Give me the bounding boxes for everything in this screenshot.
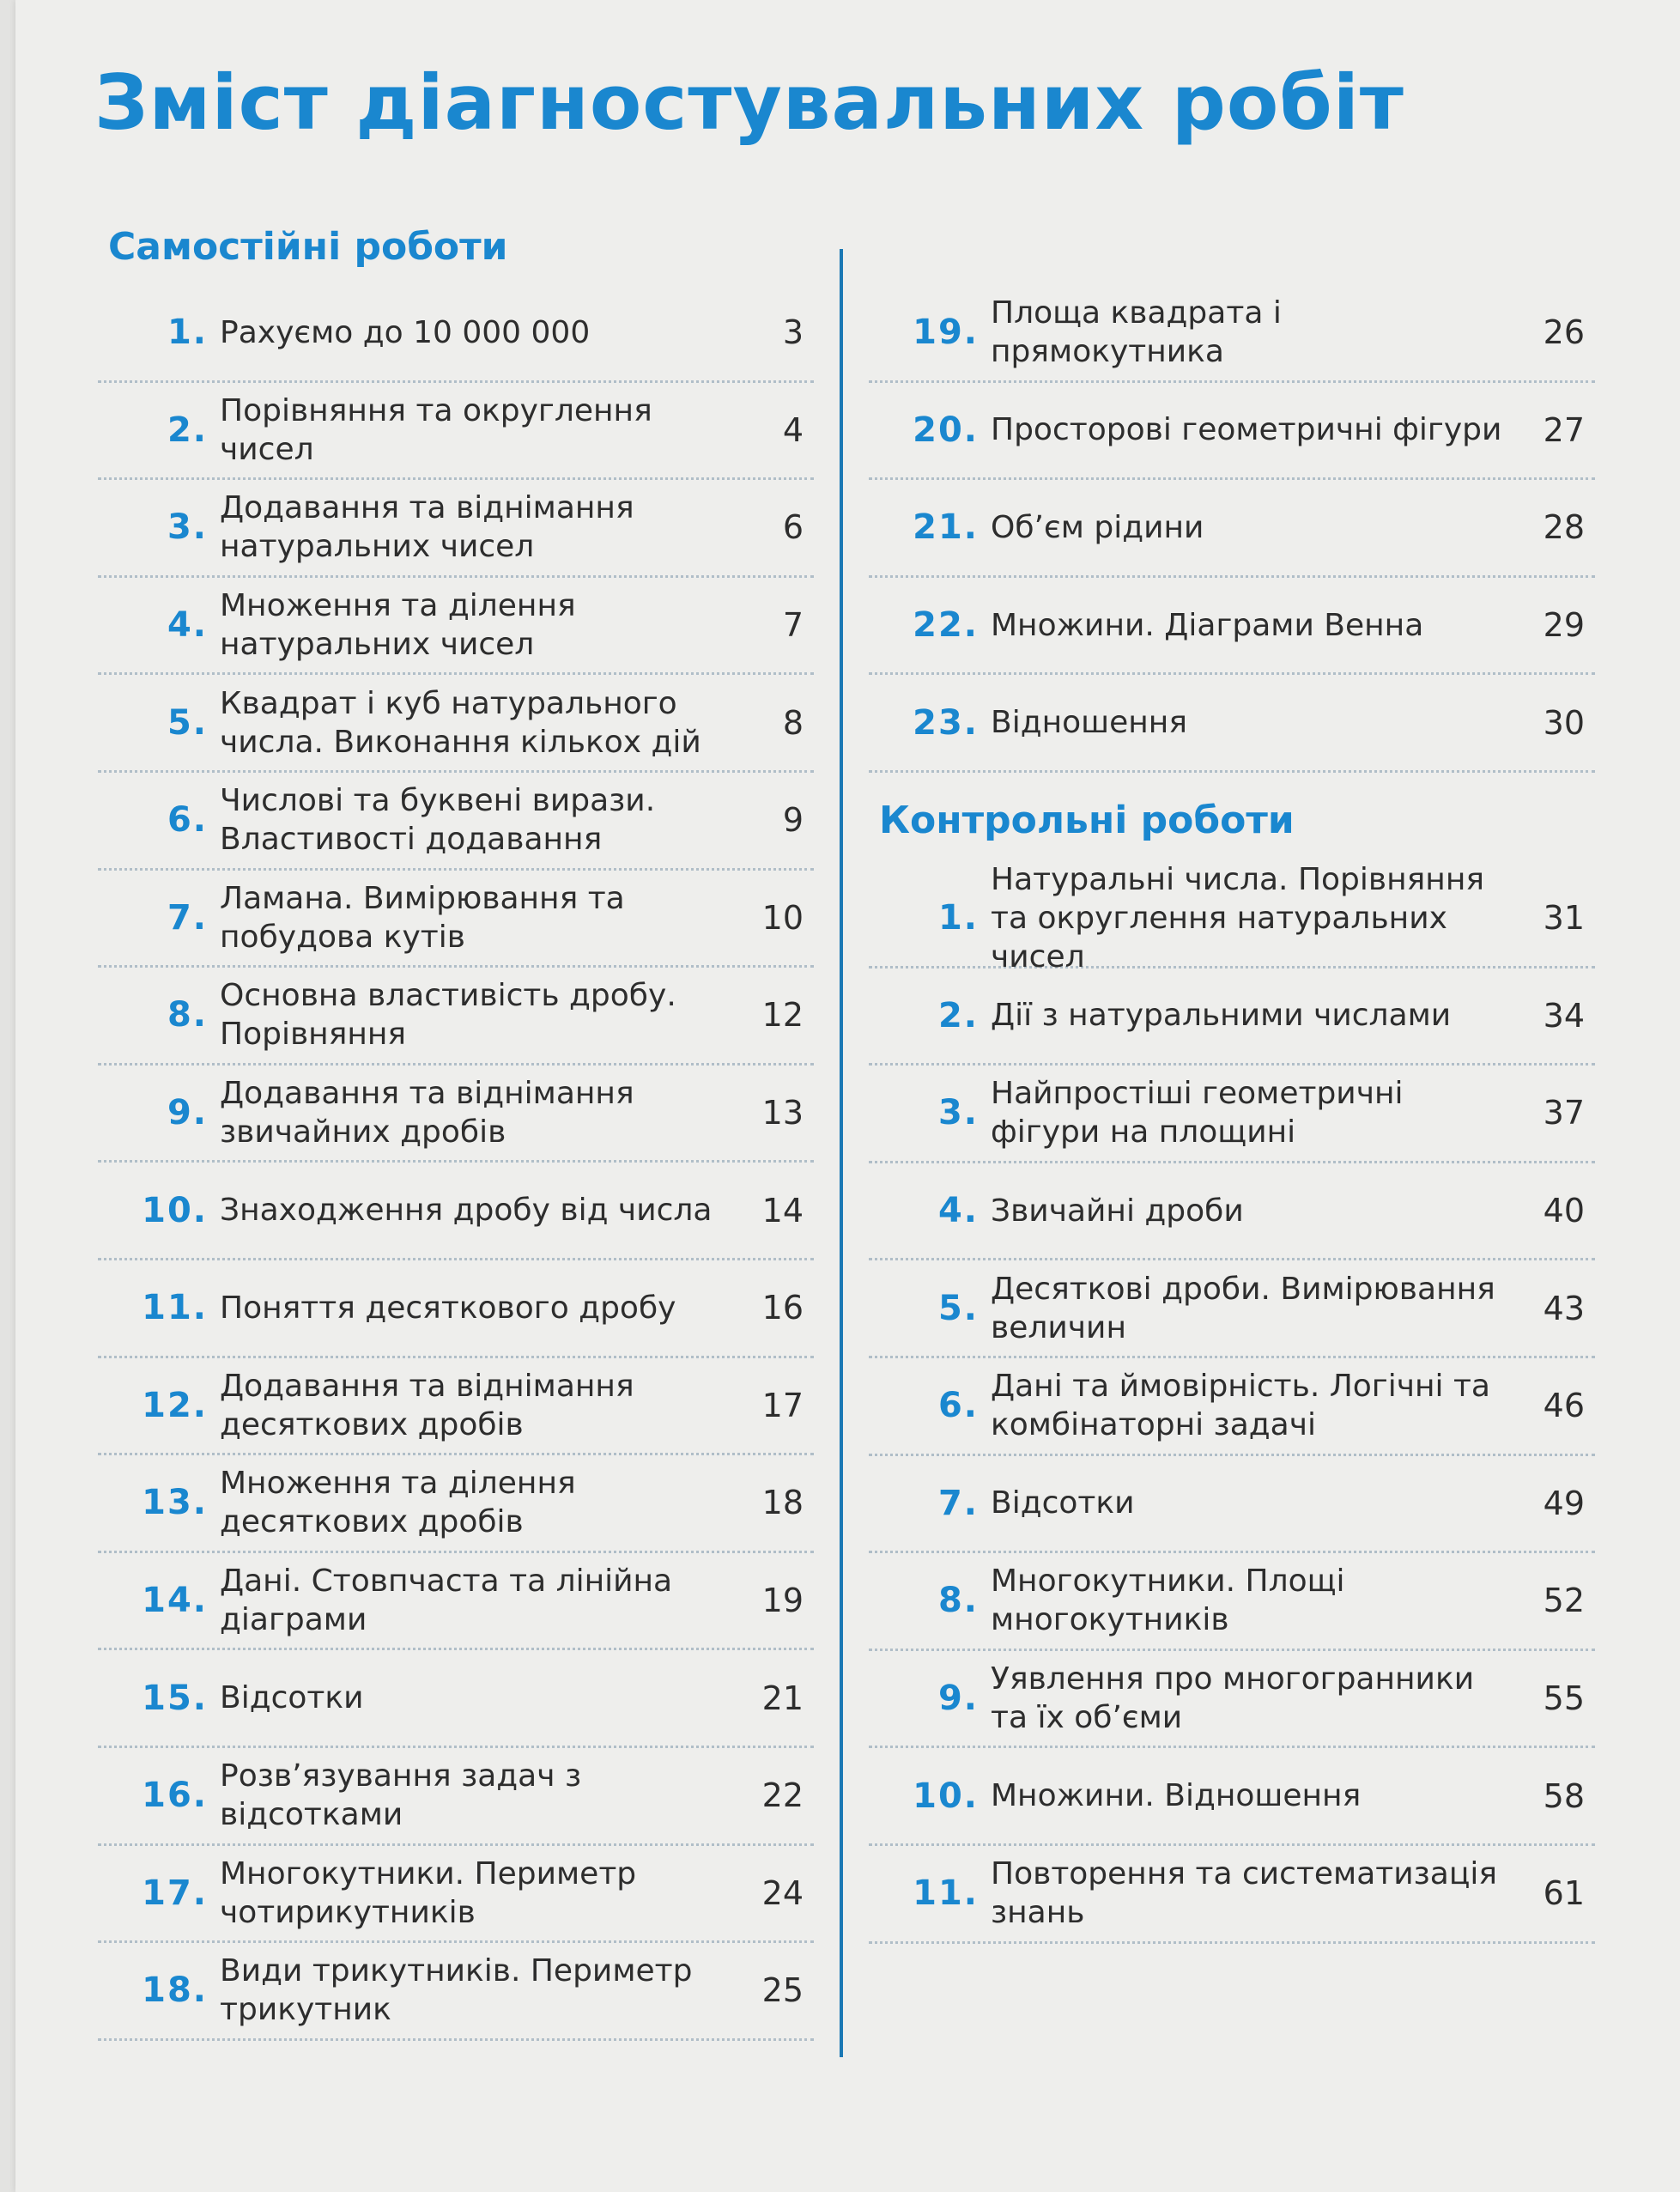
toc-number: 13. bbox=[142, 1483, 208, 1523]
toc-label: Множення та ділення натуральних чисел bbox=[220, 588, 576, 663]
toc-number: 23. bbox=[913, 702, 979, 743]
toc-label: Квадрат і куб натурального числа. Виконання кількох дій bbox=[220, 685, 701, 760]
toc-number: 18. bbox=[142, 1970, 208, 2011]
toc-page-number: 21 bbox=[761, 1679, 804, 1717]
toc-number: 8. bbox=[937, 1581, 979, 1621]
toc-label: Види трикутників. Периметр трикутник bbox=[220, 1953, 693, 2028]
toc-page-number: 30 bbox=[1543, 703, 1585, 742]
toc-row[interactable] bbox=[869, 578, 1595, 676]
toc-row[interactable] bbox=[98, 480, 814, 578]
toc-label: Дані та ймовірність. Логічні та комбінаторні задачі bbox=[991, 1369, 1490, 1443]
toc-page-number: 12 bbox=[761, 996, 804, 1035]
toc-page-number: 26 bbox=[1543, 313, 1585, 352]
toc-number: 4. bbox=[937, 1191, 979, 1231]
toc-row[interactable] bbox=[98, 1553, 814, 1651]
toc-number: 5. bbox=[937, 1288, 979, 1328]
toc-row[interactable] bbox=[98, 1846, 814, 1944]
toc-page-number: 27 bbox=[1543, 410, 1585, 449]
toc-row[interactable] bbox=[869, 1260, 1595, 1358]
toc-label: Основна властивість дробу. Порівняння bbox=[220, 978, 676, 1053]
toc-row[interactable] bbox=[869, 675, 1595, 773]
toc-number: 4. bbox=[167, 605, 208, 646]
toc-label: Відношення bbox=[991, 705, 1187, 741]
toc-row[interactable] bbox=[98, 675, 814, 773]
toc-label: Дії з натуральними числами bbox=[991, 998, 1452, 1034]
toc-page-number: 22 bbox=[761, 1776, 804, 1815]
toc-page-number: 4 bbox=[782, 410, 804, 449]
toc-page-number: 16 bbox=[761, 1289, 804, 1327]
toc-row[interactable] bbox=[98, 1358, 814, 1456]
toc-row[interactable] bbox=[98, 773, 814, 871]
toc-page-number: 25 bbox=[761, 1971, 804, 2010]
toc-number: 22. bbox=[913, 605, 979, 646]
toc-label: Поняття десяткового дробу bbox=[220, 1290, 676, 1326]
toc-number: 11. bbox=[913, 1873, 979, 1914]
toc-label: Уявлення про многогранники та їх об’єми bbox=[991, 1661, 1475, 1736]
toc-label: Звичайні дроби bbox=[991, 1193, 1244, 1229]
column-divider bbox=[840, 249, 843, 2057]
toc-page-number: 31 bbox=[1543, 899, 1585, 938]
toc-page-number: 18 bbox=[761, 1484, 804, 1522]
toc-row[interactable] bbox=[869, 1748, 1595, 1846]
toc-number: 5. bbox=[167, 702, 208, 743]
toc-row[interactable] bbox=[869, 1456, 1595, 1554]
toc-label: Додавання та віднімання десяткових дробів bbox=[220, 1368, 634, 1442]
toc-row[interactable] bbox=[869, 1846, 1595, 1944]
toc-number: 10. bbox=[913, 1776, 979, 1816]
toc-number: 9. bbox=[937, 1679, 979, 1719]
toc-label: Знаходження дробу від числа bbox=[220, 1193, 713, 1229]
toc-row[interactable] bbox=[869, 1553, 1595, 1651]
toc-row[interactable] bbox=[98, 578, 814, 676]
toc-row[interactable] bbox=[98, 1066, 814, 1163]
page bbox=[15, 0, 1680, 2192]
toc-page-number: 58 bbox=[1543, 1776, 1585, 1815]
toc-row[interactable] bbox=[869, 1358, 1595, 1456]
toc-page-number: 40 bbox=[1543, 1192, 1585, 1230]
toc-number: 2. bbox=[937, 995, 979, 1035]
toc-page-number: 49 bbox=[1543, 1484, 1585, 1522]
toc-row[interactable] bbox=[98, 1943, 814, 2041]
toc-page-number: 52 bbox=[1543, 1582, 1585, 1620]
section-title-control: Контрольні роботи bbox=[879, 798, 1295, 842]
toc-page-number: 3 bbox=[782, 313, 804, 352]
toc-number: 3. bbox=[167, 507, 208, 548]
toc-label: Відсотки bbox=[991, 1485, 1135, 1521]
toc-row[interactable] bbox=[869, 383, 1595, 481]
toc-page-number: 61 bbox=[1543, 1874, 1585, 1913]
toc-number: 10. bbox=[142, 1190, 208, 1230]
toc-label: Многокутники. Периметр чотирикутників bbox=[220, 1855, 637, 1930]
toc-label: Порівняння та округлення чисел bbox=[220, 392, 652, 467]
toc-label: Об’єм рідини bbox=[991, 509, 1204, 545]
page-title: Зміст діагностувальних робіт bbox=[94, 58, 1404, 147]
toc-row[interactable] bbox=[98, 383, 814, 481]
toc-number: 12. bbox=[142, 1385, 208, 1425]
toc-number: 17. bbox=[142, 1873, 208, 1913]
toc-page-number: 14 bbox=[761, 1191, 804, 1230]
toc-row[interactable] bbox=[98, 1650, 814, 1748]
toc-page-number: 34 bbox=[1543, 996, 1585, 1035]
toc-label: Десяткові дроби. Вимірювання величин bbox=[991, 1271, 1495, 1345]
independent-list-left bbox=[98, 285, 814, 2041]
toc-label: Розв’язування задач з відсотками bbox=[220, 1758, 582, 1833]
toc-label: Множини. Діаграми Венна bbox=[991, 607, 1424, 643]
toc-page-number: 8 bbox=[782, 703, 804, 742]
toc-label: Додавання та віднімання натуральних чисел bbox=[220, 490, 634, 565]
toc-row[interactable] bbox=[869, 861, 1595, 975]
toc-number: 9. bbox=[167, 1093, 208, 1133]
toc-page-number: 29 bbox=[1543, 606, 1585, 645]
toc-number: 20. bbox=[913, 410, 979, 450]
toc-page-number: 6 bbox=[782, 508, 804, 547]
section-title-independent: Самостійні роботи bbox=[108, 225, 508, 269]
toc-row[interactable] bbox=[869, 968, 1595, 1066]
toc-label: Множини. Відношення bbox=[991, 1778, 1362, 1814]
toc-row[interactable] bbox=[98, 968, 814, 1066]
toc-number: 1. bbox=[937, 898, 979, 938]
toc-number: 14. bbox=[142, 1581, 208, 1621]
toc-page-number: 10 bbox=[761, 898, 804, 937]
toc-page-number: 55 bbox=[1543, 1679, 1585, 1718]
toc-number: 11. bbox=[142, 1288, 208, 1328]
toc-number: 16. bbox=[142, 1776, 208, 1816]
control-list bbox=[869, 861, 1595, 1944]
toc-row[interactable] bbox=[98, 1260, 814, 1358]
toc-row[interactable] bbox=[98, 1748, 814, 1846]
toc-number: 8. bbox=[167, 995, 208, 1035]
toc-row[interactable] bbox=[98, 285, 814, 383]
toc-page-number: 17 bbox=[761, 1386, 804, 1424]
toc-number: 3. bbox=[937, 1093, 979, 1133]
toc-row[interactable] bbox=[98, 1163, 814, 1260]
toc-page-number: 37 bbox=[1543, 1094, 1585, 1132]
toc-label: Площа квадрата і прямокутника bbox=[991, 295, 1282, 370]
toc-label: Числові та буквені вирази. Властивості додавання bbox=[220, 783, 656, 858]
toc-number: 1. bbox=[167, 313, 208, 353]
toc-row[interactable] bbox=[869, 480, 1595, 578]
toc-row[interactable] bbox=[98, 1455, 814, 1553]
toc-page-number: 28 bbox=[1543, 508, 1585, 547]
toc-number: 19. bbox=[913, 313, 979, 353]
independent-list-right bbox=[869, 285, 1595, 773]
toc-label: Натуральні числа. Порівняння та округлення натуральних чисел bbox=[991, 861, 1485, 975]
toc-label: Множення та ділення десяткових дробів bbox=[220, 1466, 576, 1540]
toc-label: Дані. Стовпчаста та лінійна діаграми bbox=[220, 1564, 673, 1638]
toc-page-number: 24 bbox=[761, 1873, 804, 1912]
toc-label: Найпростіші геометричні фігури на площині bbox=[991, 1076, 1404, 1151]
toc-page-number: 7 bbox=[782, 606, 804, 645]
toc-label: Многокутники. Площі многокутників bbox=[991, 1564, 1345, 1638]
toc-label: Ламана. Вимірювання та побудова кутів bbox=[220, 880, 625, 955]
toc-page-number: 9 bbox=[782, 801, 804, 840]
toc-number: 6. bbox=[167, 800, 208, 841]
toc-row[interactable] bbox=[98, 871, 814, 968]
toc-number: 7. bbox=[937, 1483, 979, 1523]
toc-label: Повторення та систематизація знань bbox=[991, 1856, 1498, 1931]
toc-number: 6. bbox=[937, 1386, 979, 1426]
toc-number: 21. bbox=[913, 507, 979, 548]
toc-page-number: 46 bbox=[1543, 1387, 1585, 1425]
toc-page-number: 43 bbox=[1543, 1289, 1585, 1327]
toc-page-number: 13 bbox=[761, 1094, 804, 1132]
toc-row[interactable] bbox=[869, 1163, 1595, 1261]
toc-row[interactable] bbox=[869, 1066, 1595, 1163]
toc-number: 2. bbox=[167, 410, 208, 450]
toc-row[interactable] bbox=[869, 1651, 1595, 1749]
toc-page-number: 19 bbox=[761, 1582, 804, 1620]
toc-label: Додавання та віднімання звичайних дробів bbox=[220, 1076, 634, 1151]
toc-number: 7. bbox=[167, 897, 208, 938]
toc-label: Відсотки bbox=[220, 1680, 364, 1716]
toc-label: Рахуємо до 10 000 000 bbox=[220, 314, 591, 350]
toc-row[interactable] bbox=[869, 285, 1595, 383]
toc-label: Просторові геометричні фігури bbox=[991, 412, 1502, 448]
toc-number: 15. bbox=[142, 1678, 208, 1718]
